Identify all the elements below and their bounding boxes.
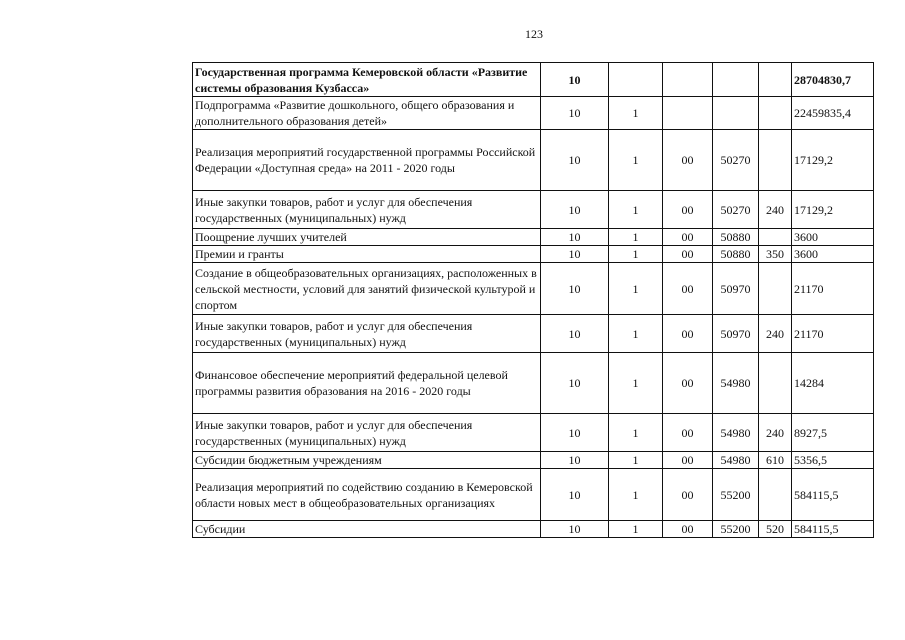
- expense-type-code: 350: [759, 246, 792, 263]
- table-row: [193, 263, 874, 315]
- direction-code: 50880: [713, 246, 759, 263]
- program-code: 1: [609, 521, 663, 538]
- subprogram-code: 00: [663, 246, 713, 263]
- row-name: Субсидии бюджетным учреждениям: [193, 452, 541, 469]
- direction-code: 54980: [713, 452, 759, 469]
- section-code: 10: [541, 63, 609, 97]
- table-row: [193, 246, 874, 263]
- program-code: 1: [609, 414, 663, 452]
- program-code: 1: [609, 263, 663, 315]
- table-row: [193, 353, 874, 414]
- subprogram-code: 00: [663, 521, 713, 538]
- direction-code: 50970: [713, 315, 759, 353]
- table-row: [193, 229, 874, 246]
- direction-code: 55200: [713, 469, 759, 521]
- row-name: Субсидии: [193, 521, 541, 538]
- table-row: [193, 469, 874, 521]
- expense-type-code: 610: [759, 452, 792, 469]
- direction-code: 50970: [713, 263, 759, 315]
- amount: 584115,5: [792, 469, 874, 521]
- table-row: [193, 63, 874, 97]
- section-code: 10: [541, 229, 609, 246]
- section-code: 10: [541, 414, 609, 452]
- expense-type-code: [759, 130, 792, 191]
- direction-code: [713, 63, 759, 97]
- direction-code: 50880: [713, 229, 759, 246]
- program-code: 1: [609, 229, 663, 246]
- table-row: [193, 414, 874, 452]
- section-code: 10: [541, 469, 609, 521]
- amount: 5356,5: [792, 452, 874, 469]
- program-code: 1: [609, 97, 663, 130]
- section-code: 10: [541, 191, 609, 229]
- program-code: 1: [609, 246, 663, 263]
- section-code: 10: [541, 97, 609, 130]
- subprogram-code: [663, 97, 713, 130]
- table-row: [193, 452, 874, 469]
- program-code: 1: [609, 353, 663, 414]
- direction-code: 54980: [713, 414, 759, 452]
- row-name: Государственная программа Кемеровской области «Развитие системы образования Кузбасса»: [193, 63, 541, 97]
- subprogram-code: 00: [663, 452, 713, 469]
- budget-table: [192, 62, 874, 538]
- amount: 3600: [792, 229, 874, 246]
- row-name: Иные закупки товаров, работ и услуг для обеспечения государственных (муниципальных) нужд: [193, 315, 541, 353]
- amount: 14284: [792, 353, 874, 414]
- direction-code: 50270: [713, 191, 759, 229]
- subprogram-code: 00: [663, 414, 713, 452]
- expense-type-code: [759, 469, 792, 521]
- expense-type-code: 240: [759, 414, 792, 452]
- row-name: Финансовое обеспечение мероприятий федеральной целевой программы развития образования на 2016 - 2020 годы: [193, 353, 541, 414]
- row-name: Реализация мероприятий государственной программы Российской Федерации «Доступная среда» на 2011 - 2020 годы: [193, 130, 541, 191]
- page-number: 123: [525, 27, 543, 41]
- section-code: 10: [541, 521, 609, 538]
- table-row: [193, 315, 874, 353]
- amount: 584115,5: [792, 521, 874, 538]
- subprogram-code: 00: [663, 229, 713, 246]
- section-code: 10: [541, 263, 609, 315]
- section-code: 10: [541, 452, 609, 469]
- expense-type-code: [759, 353, 792, 414]
- program-code: 1: [609, 191, 663, 229]
- amount: 17129,2: [792, 191, 874, 229]
- subprogram-code: 00: [663, 353, 713, 414]
- row-name: Создание в общеобразовательных организациях, расположенных в сельской местности, условий для занятий физической культурой и спортом: [193, 263, 541, 315]
- row-name: Поощрение лучших учителей: [193, 229, 541, 246]
- table-row: [193, 97, 874, 130]
- subprogram-code: 00: [663, 191, 713, 229]
- program-code: 1: [609, 452, 663, 469]
- expense-type-code: 240: [759, 315, 792, 353]
- amount: 8927,5: [792, 414, 874, 452]
- row-name: Иные закупки товаров, работ и услуг для обеспечения государственных (муниципальных) нужд: [193, 414, 541, 452]
- amount: 28704830,7: [792, 63, 874, 97]
- subprogram-code: 00: [663, 263, 713, 315]
- section-code: 10: [541, 315, 609, 353]
- program-code: 1: [609, 130, 663, 191]
- direction-code: 55200: [713, 521, 759, 538]
- direction-code: 54980: [713, 353, 759, 414]
- table-row: [193, 191, 874, 229]
- section-code: 10: [541, 353, 609, 414]
- amount: 21170: [792, 263, 874, 315]
- section-code: 10: [541, 246, 609, 263]
- section-code: 10: [541, 130, 609, 191]
- subprogram-code: [663, 63, 713, 97]
- subprogram-code: 00: [663, 130, 713, 191]
- expense-type-code: [759, 63, 792, 97]
- row-name: Иные закупки товаров, работ и услуг для обеспечения государственных (муниципальных) нужд: [193, 191, 541, 229]
- program-code: 1: [609, 315, 663, 353]
- row-name: Премии и гранты: [193, 246, 541, 263]
- table-row: [193, 521, 874, 538]
- amount: 3600: [792, 246, 874, 263]
- program-code: 1: [609, 469, 663, 521]
- expense-type-code: [759, 229, 792, 246]
- expense-type-code: [759, 97, 792, 130]
- expense-type-code: 520: [759, 521, 792, 538]
- amount: 17129,2: [792, 130, 874, 191]
- direction-code: [713, 97, 759, 130]
- table-row: [193, 130, 874, 191]
- row-name: Реализация мероприятий по содействию созданию в Кемеровской области новых мест в общеобразовательных организациях: [193, 469, 541, 521]
- program-code: [609, 63, 663, 97]
- direction-code: 50270: [713, 130, 759, 191]
- expense-type-code: 240: [759, 191, 792, 229]
- amount: 22459835,4: [792, 97, 874, 130]
- amount: 21170: [792, 315, 874, 353]
- row-name: Подпрограмма «Развитие дошкольного, общего образования и дополнительного образования детей»: [193, 97, 541, 130]
- subprogram-code: 00: [663, 469, 713, 521]
- subprogram-code: 00: [663, 315, 713, 353]
- expense-type-code: [759, 263, 792, 315]
